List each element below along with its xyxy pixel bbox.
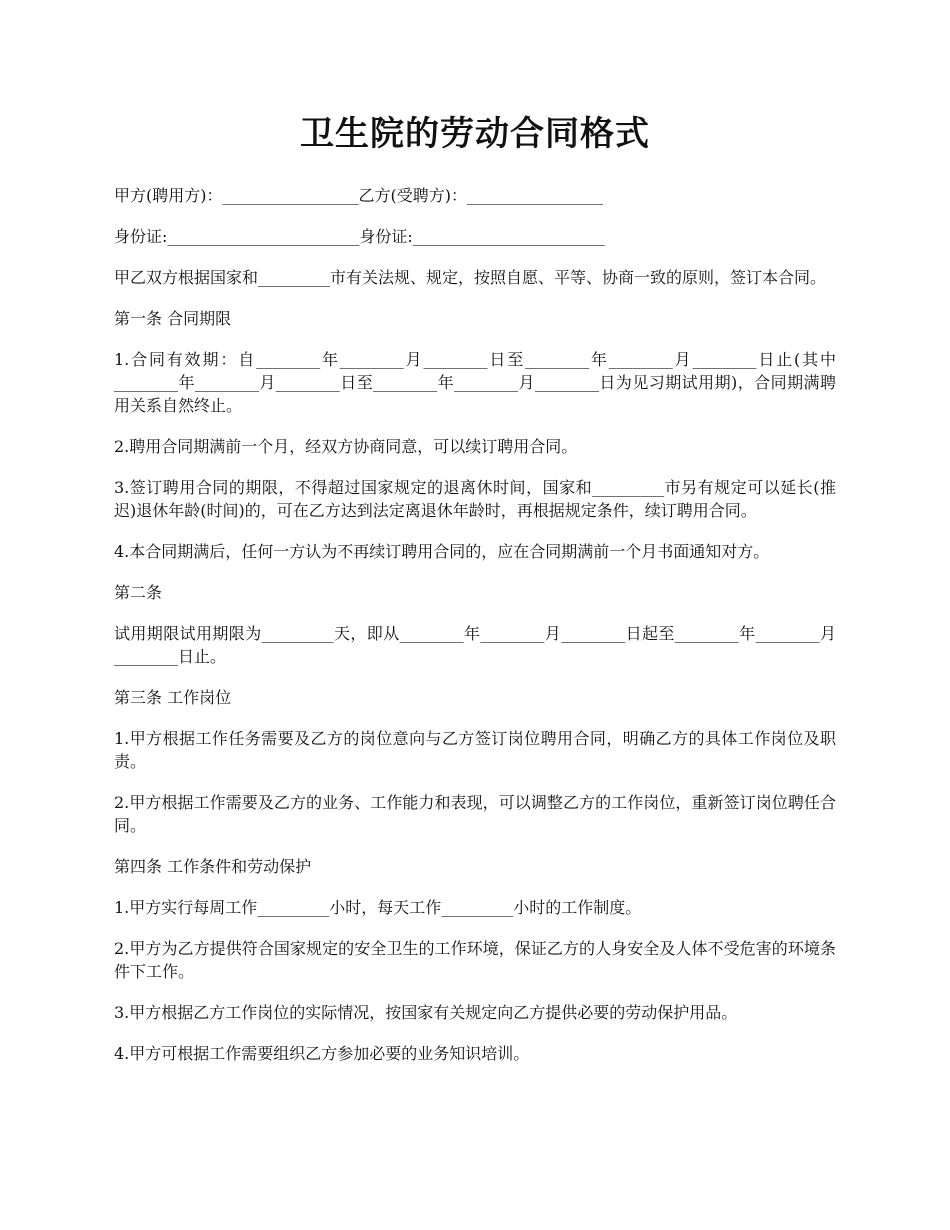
article-3-clause-1: 1.甲方根据工作任务需要及乙方的岗位意向与乙方签订岗位聘用合同，明确乙方的具体工作岗位及职责。: [114, 729, 836, 771]
id-card-line: 身份证:________________________身份证:________________________: [114, 227, 605, 246]
article-4-clause-2: 2.甲方为乙方提供符合国家规定的安全卫生的工作环境，保证乙方的人身安全及人体不受危害的环境条件下工作。: [114, 939, 836, 981]
article-1-clause-2: 2.聘用合同期满前一个月，经双方协商同意，可以续订聘用合同。: [114, 437, 578, 456]
article-1-clause-1: 1.合同有效期：自________年________月________日至________年________月________日止(其中________年________月________日至________年________月________日为见习期试用期)，合同期满聘用关系自然终止。: [114, 350, 836, 415]
article-2-clause: 试用期限试用期限为_________天，即从________年________月________日起至________年________月________日止。: [114, 624, 836, 666]
article-4-clause-3: 3.甲方根据乙方工作岗位的实际情况，按国家有关规定向乙方提供必要的劳动保护用品。: [114, 1003, 738, 1022]
article-4-heading: 第四条 工作条件和劳动保护: [114, 857, 312, 876]
article-1-clause-3: 3.签订聘用合同的期限，不得超过国家规定的退离休时间，国家和_________市另有规定可以延长(推迟)退休年龄(时间)的，可在乙方达到法定离退休年龄时，再根据规定条件，续订聘用合同。: [114, 478, 836, 520]
article-3-heading: 第三条 工作岗位: [114, 688, 232, 707]
article-1-clause-4: 4.本合同期满后，任何一方认为不再续订聘用合同的，应在合同期满前一个月书面通知对方。: [114, 542, 770, 561]
article-1-heading: 第一条 合同期限: [114, 309, 232, 328]
preamble-paragraph: 甲乙双方根据国家和_________市有关法规、规定，按照自愿、平等、协商一致的原则，签订本合同。: [114, 268, 827, 287]
party-line: 甲方(聘用方)：_________________乙方(受聘方)：_________________: [114, 186, 603, 205]
article-4-clause-4: 4.甲方可根据工作需要组织乙方参加必要的业务知识培训。: [114, 1044, 530, 1063]
article-4-clause-1: 1.甲方实行每周工作_________小时，每天工作_________小时的工作制度。: [114, 898, 642, 917]
document-title: 卫生院的劳动合同格式: [300, 114, 650, 154]
article-2-heading: 第二条: [114, 583, 163, 602]
article-3-clause-2: 2.甲方根据工作需要及乙方的业务、工作能力和表现，可以调整乙方的工作岗位，重新签订岗位聘任合同。: [114, 793, 836, 835]
